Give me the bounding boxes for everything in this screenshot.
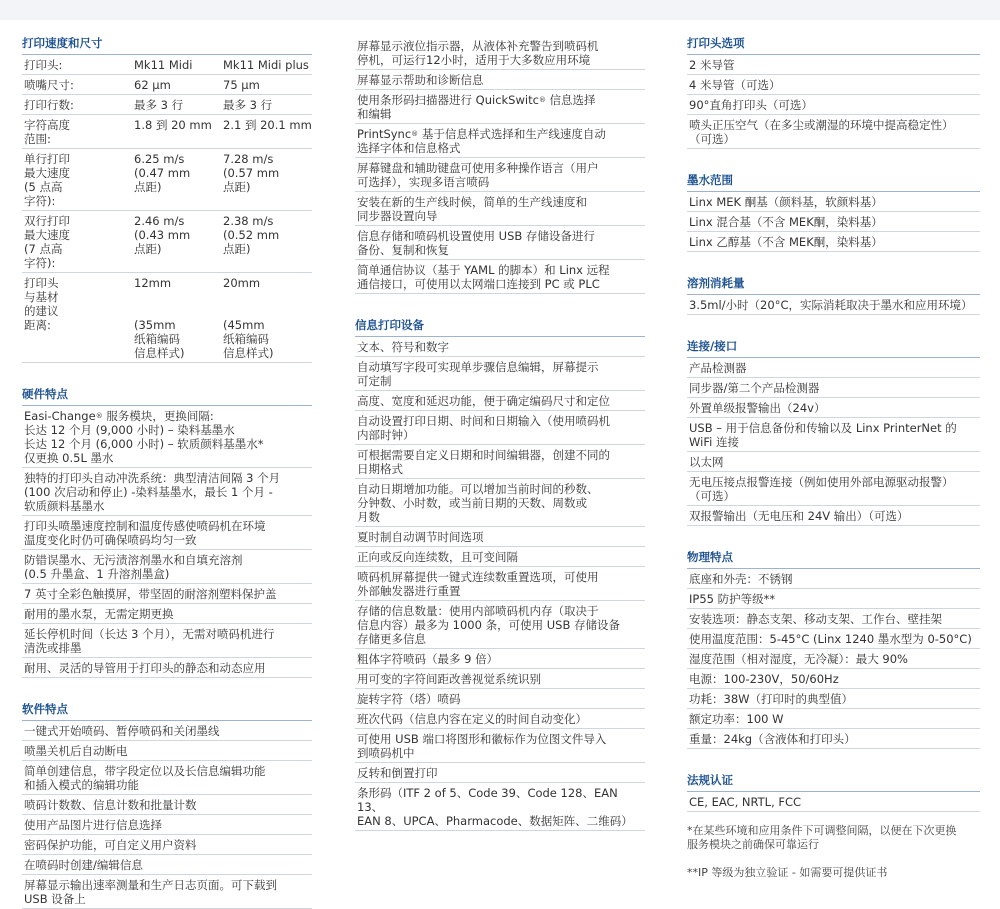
software-feature-item: 信息存储和喷码机设置使用 USB 存储设备进行 备份、复制和恢复 xyxy=(355,226,645,260)
printhead-option-item: 4 米导管（可选） xyxy=(687,75,980,95)
hardware-feature-item: 耐用、灵活的导管用于打印头的静态和动态应用 xyxy=(22,658,312,678)
software-feature-list-continued xyxy=(355,36,645,294)
printhead-option-item: 喷头正压空气（在多尘或潮湿的环境中提高稳定性） （可选） xyxy=(687,115,980,149)
physical-feature-item: 重量：24kg（含液体和打印头） xyxy=(687,729,980,749)
message-setting-item: 用可变的字符间距改善视觉系统识别 xyxy=(355,669,645,689)
spec-value-midi-plus: 最多 3 行 xyxy=(223,98,273,112)
section-title-hardware: 硬件特点 xyxy=(22,387,312,406)
spec-value-midi-plus: 75 μm xyxy=(223,78,260,92)
physical-feature-item: 湿度范围（相对湿度，无冷凝）：最大 90% xyxy=(687,649,980,669)
spec-value-midi: 最多 3 行 xyxy=(134,98,184,112)
physical-feature-item: 功耗：38W（打印时的典型值） xyxy=(687,689,980,709)
section-title-ink-range: 墨水范围 xyxy=(687,173,980,192)
message-setting-item: 旋转字符（塔）喷码 xyxy=(355,689,645,709)
software-feature-item: 喷码计数数、信息计数和批量计数 xyxy=(22,795,312,815)
software-feature-item: 使用产品图片进行信息选择 xyxy=(22,815,312,835)
message-setting-item: 可根据需要自定义日期和时间编辑器，创建不同的 日期格式 xyxy=(355,445,645,479)
section-title-connectivity: 连接/接口 xyxy=(687,339,980,358)
hardware-feature-item: 耐用的墨水泵，无需定期更换 xyxy=(22,604,312,624)
software-feature-item: 使用条形码扫描器进行 QuickSwitc® 信息选择 和编辑 xyxy=(355,90,645,124)
connectivity-item: USB – 用于信息备份和传输以及 Linx PrinterNet 的 WiFi 连接 xyxy=(687,418,980,452)
ink-range-list xyxy=(687,192,980,252)
spec-value-midi-plus: Mk11 Midi plus xyxy=(223,58,309,72)
connectivity-item: 双报警输出（无电压和 24V 输出）（可选） xyxy=(687,506,980,526)
connectivity-item: 以太网 xyxy=(687,452,980,472)
message-setting-item: 自动日期增加功能。可以增加当前时间的秒数、 分钟数、小时数，或当前日期的天数、周数或 月数 xyxy=(355,479,645,527)
physical-features-list xyxy=(687,569,980,749)
regulatory-list xyxy=(687,792,980,812)
top-band xyxy=(0,0,1000,20)
hardware-feature-item: 独特的打印头自动冲洗系统：典型清洁间隔 3 个月 (100 次启动和停止) -染料基墨水，最长 1 个月 - 软质颜料基墨水 xyxy=(22,468,312,516)
physical-feature-item: 底座和外壳：不锈钢 xyxy=(687,569,980,589)
spec-value-midi-plus: 20mm (45mm 纸箱编码 信息样式) xyxy=(223,276,274,360)
section-title-physical: 物理特点 xyxy=(687,550,980,569)
spec-label: 打印行数: xyxy=(24,98,74,112)
section-title-printhead-options: 打印头选项 xyxy=(687,36,980,55)
message-setting-item: 条形码（ITF 2 of 5、Code 39、Code 128、EAN 13、 EAN 8、UPCA、Pharmacode、数据矩阵、二维码） xyxy=(355,783,645,831)
connectivity-item: 外置单级报警输出（24v） xyxy=(687,398,980,418)
spec-row xyxy=(22,75,312,95)
spec-value-midi: 2.46 m/s (0.43 mm 点距) xyxy=(134,214,191,256)
spec-value-midi: 1.8 到 20 mm xyxy=(134,118,212,132)
message-setting-item: 自动填写字段可实现单步骤信息编辑，屏幕提示 可定制 xyxy=(355,357,645,391)
message-setting-item: 反转和倒置打印 xyxy=(355,763,645,783)
spec-value-midi-plus: 2.38 m/s (0.52 mm 点距) xyxy=(223,214,280,256)
hardware-feature-item: 7 英寸全彩色触摸屏，带坚固的耐溶剂塑料保护盖 xyxy=(22,584,312,604)
connectivity-item: 产品检测器 xyxy=(687,358,980,378)
software-feature-item: 在喷码时创建/编辑信息 xyxy=(22,855,312,875)
spec-row xyxy=(22,211,312,273)
spec-value-midi: 12mm (35mm 纸箱编码 信息样式) xyxy=(134,276,185,360)
software-feature-item: 屏幕显示液位指示器，从液体补充警告到喷码机 停机，可运行12小时，适用于大多数应用环境 xyxy=(355,36,645,70)
spec-row xyxy=(22,55,312,75)
message-setting-item: 喷码机屏幕提供一键式连续数重置选项，可使用 外部触发器进行重置 xyxy=(355,567,645,601)
message-setting-item: 高度、宽度和延迟功能，便于确定编码尺寸和定位 xyxy=(355,391,645,411)
hardware-feature-item: 防错误墨水、无污渍溶剂墨水和自填充溶剂 (0.5 升墨盒、1 升溶剂墨盒) xyxy=(22,550,312,584)
spec-label: 双行打印 最大速度 (7 点高 字符): xyxy=(24,214,70,270)
section-title-software: 软件特点 xyxy=(22,702,312,721)
message-setting-item: 可使用 USB 端口将图形和徽标作为位图文件导入 到喷码机中 xyxy=(355,729,645,763)
solvent-item: 3.5ml/小时（20°C，实际消耗取决于墨水和应用环境） xyxy=(687,295,980,315)
spec-label: 打印头 与基材 的建议 距离: xyxy=(24,276,59,332)
printhead-option-item: 2 米导管 xyxy=(687,55,980,75)
spec-row xyxy=(22,149,312,211)
spec-label: 单行打印 最大速度 (5 点高 字符): xyxy=(24,152,70,208)
connectivity-item: 无电压接点报警连接（例如使用外部电源驱动报警） （可选） xyxy=(687,472,980,506)
message-setting-item: 自动设置打印日期、时间和日期输入（使用喷码机 内部时钟） xyxy=(355,411,645,445)
hardware-feature-item: 延长停机时间（长达 3 个月），无需对喷码机进行 清洗或排墨 xyxy=(22,624,312,658)
footnote-ip-rating: **IP 等级为独立验证 - 如需要可提供证书 xyxy=(687,866,888,879)
section-title-message-settings: 信息打印设备 xyxy=(355,318,645,337)
software-feature-item: 喷墨关机后自动断电 xyxy=(22,741,312,761)
message-setting-item: 存储的信息数量：使用内部喷码机内存（取决于 信息内容）最多为 1000 条，可使用 USB 存储设备 存储更多信息 xyxy=(355,601,645,649)
hardware-feature-list xyxy=(22,406,312,678)
software-feature-item: 简单创建信息，带字段定位以及长信息编辑功能 和插入模式的编辑功能 xyxy=(22,761,312,795)
message-setting-item: 夏时制自动调节时间选项 xyxy=(355,527,645,547)
software-feature-item: 屏幕键盘和辅助键盘可使用多种操作语言（用户 可选择），实现多语言喷码 xyxy=(355,158,645,192)
hardware-feature-item: 打印头喷墨速度控制和温度传感使喷码机在环境 温度变化时仍可确保喷码均匀一致 xyxy=(22,516,312,550)
connectivity-item: 同步器/第二个产品检测器 xyxy=(687,378,980,398)
message-setting-item: 文本、符号和数字 xyxy=(355,337,645,357)
printing-speed-table xyxy=(22,55,312,363)
spec-label: 打印头: xyxy=(24,58,63,72)
spec-value-midi: 62 μm xyxy=(134,78,171,92)
spec-value-midi-plus: 7.28 m/s (0.57 mm 点距) xyxy=(223,152,280,194)
column-left xyxy=(22,36,312,909)
software-feature-item: PrintSync® 基于信息样式选择和生产线速度自动 选择字体和信息格式 xyxy=(355,124,645,158)
physical-feature-item: 使用温度范围：5-45°C (Linx 1240 墨水型为 0-50°C) xyxy=(687,629,980,649)
software-feature-list xyxy=(22,721,312,909)
spec-row xyxy=(22,115,312,149)
message-setting-item: 粗体字符喷码（最多 9 倍） xyxy=(355,649,645,669)
ink-range-item: Linx 乙醇基（不含 MEK酮，染料基） xyxy=(687,232,980,252)
spec-value-midi: Mk11 Midi xyxy=(134,58,193,72)
physical-feature-item: IP55 防护等级** xyxy=(687,589,980,609)
physical-feature-item: 电源：100-230V，50/60Hz xyxy=(687,669,980,689)
regulatory-item: CE, EAC, NRTL, FCC xyxy=(687,792,980,812)
message-settings-list xyxy=(355,337,645,831)
section-title-solvent: 溶剂消耗量 xyxy=(687,276,980,295)
software-feature-item: 屏幕显示帮助和诊断信息 xyxy=(355,70,645,90)
spec-value-midi-plus: 2.1 到 20.1 mm xyxy=(223,118,312,132)
software-feature-item: 安装在新的生产线时候，简单的生产线速度和 同步器设置向导 xyxy=(355,192,645,226)
spec-label: 喷嘴尺寸: xyxy=(24,78,74,92)
spec-row xyxy=(22,95,312,115)
section-title-regulatory: 法规认证 xyxy=(687,773,980,792)
hardware-feature-item: Easi-Change® 服务模块，更换间隔: 长达 12 个月 (9,000 小时) – 染料基墨水 长达 12 个月 (6,000 小时) – 软质颜料基墨水* 仅更换 0.5L 墨水 xyxy=(22,406,312,468)
ink-range-item: Linx 混合基（不含 MEK酮，染料基） xyxy=(687,212,980,232)
software-feature-item: 简单通信协议（基于 YAML 的脚本）和 Linx 远程 通信接口，可使用以太网端口连接到 PC 或 PLC xyxy=(355,260,645,294)
software-feature-item: 密码保护功能，可自定义用户资料 xyxy=(22,835,312,855)
physical-feature-item: 安装选项：静态支架、移动支架、工作台、壁挂架 xyxy=(687,609,980,629)
printhead-options-list xyxy=(687,55,980,149)
software-feature-item: 屏幕显示输出速率测量和生产日志页面。可下载到 USB 设备上 xyxy=(22,875,312,909)
message-setting-item: 班次代码（信息内容在定义的时间自动变化） xyxy=(355,709,645,729)
connectivity-list xyxy=(687,358,980,526)
physical-feature-item: 额定功率：100 W xyxy=(687,709,980,729)
footnote-service-interval: *在某些环境和应用条件下可调整间隔，以便在下次更换 服务模块之前确保可靠运行 xyxy=(687,824,957,851)
section-title-printing-speed: 打印速度和尺寸 xyxy=(22,36,312,55)
solvent-list xyxy=(687,295,980,315)
column-right xyxy=(687,36,980,880)
column-middle xyxy=(355,36,645,831)
software-feature-item: 一键式开始喷码、暂停喷码和关闭墨线 xyxy=(22,721,312,741)
printhead-option-item: 90°直角打印头（可选） xyxy=(687,95,980,115)
spec-label: 字符高度 范围: xyxy=(24,118,70,146)
ink-range-item: Linx MEK 酮基（颜料基，软颜料基） xyxy=(687,192,980,212)
message-setting-item: 正向或反向连续数，且可变间隔 xyxy=(355,547,645,567)
spec-row xyxy=(22,273,312,363)
spec-value-midi: 6.25 m/s (0.47 mm 点距) xyxy=(134,152,191,194)
